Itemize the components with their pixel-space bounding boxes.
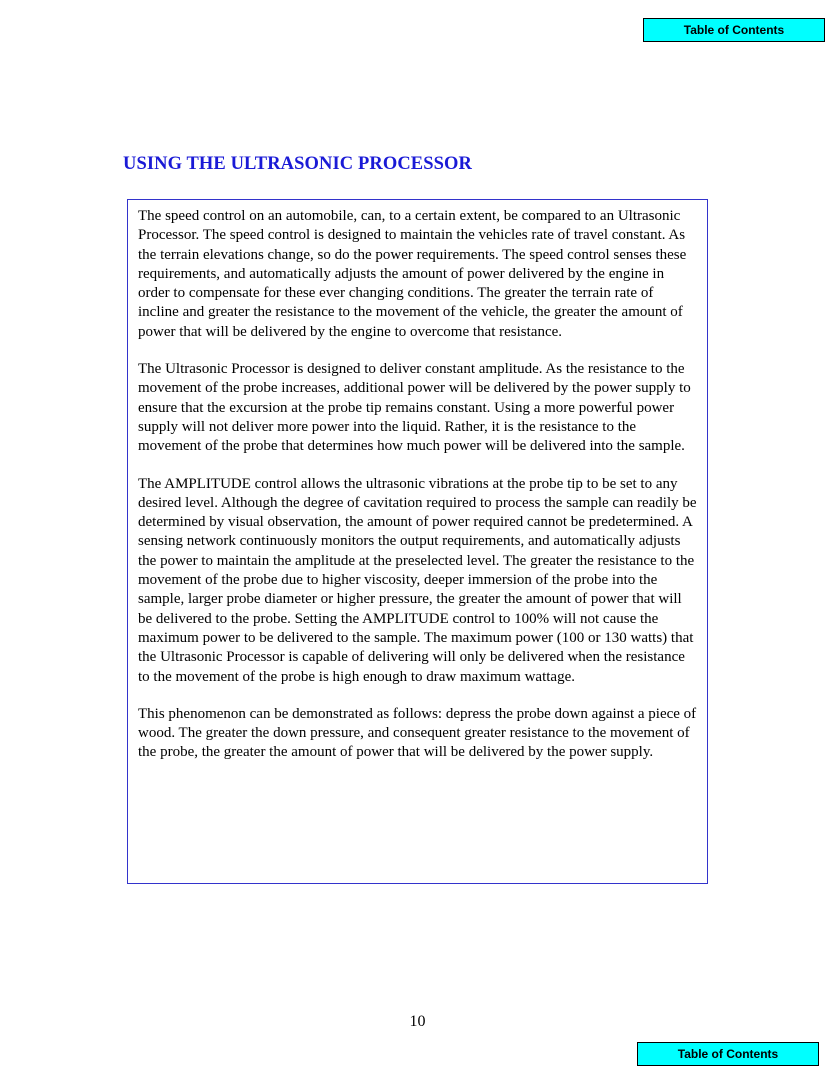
paragraph-constant-amplitude: The Ultrasonic Processor is designed to deliver constant amplitude. As the resistance to the movement of the probe increases, additional power will be delivered by the power supply to ensure that the excursion at the probe tip remains constant. Using a more powerful power supply will not deliver more power into the liquid. Rather, it is the resistance to the movement of the probe that determines how much power will be delivered into the sample. bbox=[138, 361, 691, 455]
table-of-contents-link-top[interactable]: Table of Contents bbox=[643, 18, 825, 42]
paragraph-demonstration: This phenomenon can be demonstrated as follows: depress the probe down against a piece of wood. The greater the down pressure, and consequent greater resistance to the movement of the probe, the greater the amount of power that will be delivered by the power supply. bbox=[138, 705, 697, 761]
paragraph-speed-control: The speed control on an automobile, can, to a certain extent, be compared to an Ultrasonic Processor. The speed control is designed to maintain the vehicles rate of travel constant. As the terrain elevations change, so do the power requirements. The speed control senses these requirements, and automatically adjusts the amount of power delivered by the engine in order to compensate for these ever changing conditions. The greater the terrain rate of incline and greater the resistance to the movement of the vehicle, the greater the amount of power that will be delivered by the engine to overcome that resistance. bbox=[138, 208, 687, 340]
page-title: USING THE ULTRASONIC PROCESSOR bbox=[123, 154, 472, 174]
paragraph-amplitude-control: The AMPLITUDE control allows the ultrasonic vibrations at the probe tip to be set to any desired level. Although the degree of cavitation required to process the sample can readily be determined by visual observation, the amount of power required cannot be predetermined. A sensing network continuously monitors the output requirements, and automatically adjusts the power to maintain the amplitude at the preselected level. The greater the resistance to the movement of the probe due to higher viscosity, deeper immersion of the probe into the sample, larger probe diameter or higher pressure, the greater the amount of power that will be delivered to the probe. Setting the AMPLITUDE control to 100% will not cause the maximum power to be delivered to the sample. The maximum power (100 or 130 watts) that the Ultrasonic Processor is capable of delivering will only be delivered when the resistance to the movement of the probe is high enough to draw maximum wattage. bbox=[138, 475, 697, 685]
table-of-contents-link-bottom[interactable]: Table of Contents bbox=[637, 1042, 819, 1066]
page-number: 10 bbox=[409, 1013, 426, 1030]
content-box bbox=[127, 199, 708, 884]
